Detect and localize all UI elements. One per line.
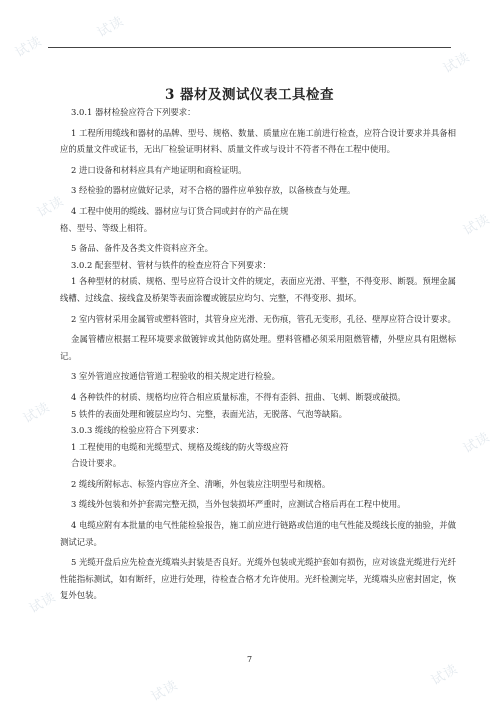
paragraph: 1 工程使用的电缆和光缆型式、规格及缆线的防火等级应符 bbox=[71, 441, 289, 452]
paragraph: 2 缆线所附标志、标签内容应齐全、清晰，外包装应注明型号和规格。 bbox=[71, 478, 331, 489]
clause-heading: 3.0.2 配套型材、管材与铁件的检查应符合下列要求： bbox=[71, 259, 271, 270]
paragraph: 3 经检验的器材应做好记录，对不合格的器件应单独存放，以备核查与处理。 bbox=[71, 185, 356, 196]
watermark: 试读 bbox=[441, 49, 473, 77]
watermark: 试读 bbox=[35, 193, 67, 221]
paragraph: 5 铁件的表面处理和镀层应均匀、完整，表面光洁，无脱落、气泡等缺陷。 bbox=[71, 408, 347, 419]
page-number: 7 bbox=[246, 655, 253, 664]
watermark: 试读 bbox=[149, 677, 181, 705]
watermark: 试读 bbox=[13, 33, 45, 61]
paragraph: 金属管槽应根据工程环境要求做镀锌或其他防腐处理。塑料管槽必须采用阻燃管槽，外壁应具有阻燃标记。 bbox=[60, 334, 456, 361]
watermark: 试读 bbox=[21, 399, 53, 427]
watermark: 试读 bbox=[95, 13, 127, 41]
clause-heading: 3.0.3 缆线的检验应符合下列要求： bbox=[71, 425, 204, 436]
paragraph: 3 缆线外包装和外护套需完整无损，当外包装损坏严重时，应测试合格后再在工程中使用。 bbox=[71, 499, 406, 510]
paragraph: 2 进口设备和材料应具有产地证明和商检证明。 bbox=[71, 164, 247, 175]
header-rule bbox=[48, 47, 451, 48]
paragraph: 格、型号、等级上相符。 bbox=[60, 222, 153, 233]
paragraph: 4 工程中使用的缆线、器材应与订货合同或封存的产品在规 bbox=[71, 205, 289, 216]
watermark: 试读 bbox=[461, 429, 493, 457]
paragraph: 1 各种型材的材质、规格、型号应符合设计文件的规定，表面应光滑、平整，不得变形、断裂。预埋金属线槽、过线盒、接线盒及桥架等表面涂覆或镀层应均匀、完整，不得变形、损坏。 bbox=[60, 276, 456, 303]
paragraph: 5 备品、备件及各类文件资料应齐全。 bbox=[71, 243, 213, 254]
paragraph: 4 各种铁件的材质、规格均应符合相应质量标准，不得有歪斜、扭曲、飞刺、断裂或破损。 bbox=[71, 391, 406, 402]
paragraph: 1 工程所用缆线和器材的品牌、型号、规格、数量、质量应在施工前进行检查，应符合设计要求并具备相应的质量文件或证书，无出厂检验证明材料、质量文件或与设计不符者不得在工程中使用。 bbox=[60, 127, 456, 155]
watermark: 试读 bbox=[461, 211, 493, 239]
paragraph: 3 室外管道应按通信管道工程验收的相关规定进行检验。 bbox=[71, 371, 280, 382]
paragraph: 合设计要求。 bbox=[71, 458, 122, 469]
paragraph: 4 电缆应附有本批量的电气性能检验报告，施工前应进行链路或信道的电气性能及缆线长度的抽验，并做测试记录。 bbox=[60, 520, 456, 547]
chapter-title: 3 器材及测试仪表工具检查 bbox=[164, 87, 335, 103]
body-text bbox=[60, 104, 456, 604]
paragraph: 2 室内管材采用金属管或塑料管时，其管身应光滑、无伤痕，管孔无变形，孔径、壁厚应符合设计要求。 bbox=[71, 313, 456, 324]
watermark: 试读 bbox=[27, 589, 59, 617]
clause-heading: 3.0.1 器材检验应符合下列要求： bbox=[71, 107, 196, 117]
watermark: 试读 bbox=[429, 661, 461, 689]
paragraph: 5 光缆开盘后应先检查光缆端头封装是否良好。光缆外包装或光缆护套如有损伤，应对该盘光缆进行光纤性能指标测试，如有断纤，应进行处理，待检查合格才允许使用。光纤检测完毕，光缆端头应密封固定，恢复外包装。 bbox=[60, 557, 456, 601]
